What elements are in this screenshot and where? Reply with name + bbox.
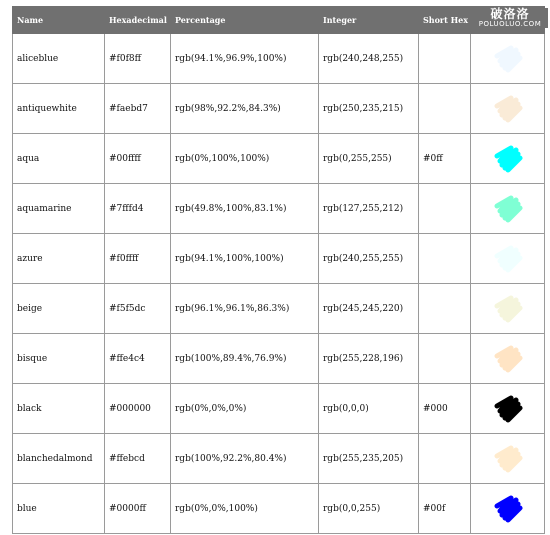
cell-swatch — [471, 134, 545, 184]
header-percentage: Percentage — [171, 7, 319, 34]
cell-swatch — [471, 384, 545, 434]
color-swatch — [489, 391, 527, 427]
cell-integer: rgb(255,228,196) — [319, 334, 419, 384]
color-table-container — [12, 6, 544, 534]
color-swatch — [489, 291, 527, 327]
cell-integer: rgb(245,245,220) — [319, 284, 419, 334]
cell-integer: rgb(0,0,0) — [319, 384, 419, 434]
color-table — [12, 6, 545, 534]
cell-integer: rgb(127,255,212) — [319, 184, 419, 234]
cell-integer: rgb(255,235,205) — [319, 434, 419, 484]
color-swatch — [489, 241, 527, 277]
cell-integer: rgb(0,255,255) — [319, 134, 419, 184]
cell-short-hex: #000 — [419, 384, 471, 434]
cell-name: antiquewhite — [13, 84, 105, 134]
color-swatch-scribble — [497, 148, 520, 170]
color-swatch-scribble — [497, 348, 520, 370]
cell-name: blanchedalmond — [13, 434, 105, 484]
cell-name: aqua — [13, 134, 105, 184]
cell-name: azure — [13, 234, 105, 284]
cell-hexadecimal: #f0ffff — [105, 234, 171, 284]
header-row — [13, 7, 545, 34]
cell-hexadecimal: #0000ff — [105, 484, 171, 534]
color-swatch-scribble — [497, 98, 520, 120]
table-row — [13, 134, 545, 184]
cell-short-hex: #0ff — [419, 134, 471, 184]
cell-short-hex — [419, 334, 471, 384]
cell-name: beige — [13, 284, 105, 334]
color-swatch — [489, 141, 527, 177]
cell-name: aliceblue — [13, 34, 105, 84]
cell-hexadecimal: #000000 — [105, 384, 171, 434]
table-row — [13, 384, 545, 434]
table-row — [13, 484, 545, 534]
color-swatch-scribble — [497, 498, 520, 520]
cell-hexadecimal: #ffe4c4 — [105, 334, 171, 384]
cell-short-hex — [419, 184, 471, 234]
color-swatch — [489, 41, 527, 77]
cell-short-hex — [419, 84, 471, 134]
cell-integer: rgb(240,248,255) — [319, 34, 419, 84]
cell-short-hex — [419, 34, 471, 84]
cell-name: black — [13, 384, 105, 434]
cell-percentage: rgb(49.8%,100%,83.1%) — [171, 184, 319, 234]
color-swatch-scribble — [497, 298, 520, 320]
cell-hexadecimal: #faebd7 — [105, 84, 171, 134]
color-swatch-scribble — [497, 198, 520, 220]
color-swatch-scribble — [497, 248, 520, 270]
watermark-logo — [472, 8, 548, 28]
cell-integer: rgb(240,255,255) — [319, 234, 419, 284]
cell-short-hex — [419, 434, 471, 484]
watermark-line-2: POLUOLUO.COM — [478, 20, 542, 28]
cell-name: blue — [13, 484, 105, 534]
table-row — [13, 334, 545, 384]
table-row — [13, 184, 545, 234]
header-name: Name — [13, 7, 105, 34]
cell-hexadecimal: #f0f8ff — [105, 34, 171, 84]
cell-percentage: rgb(0%,0%,100%) — [171, 484, 319, 534]
cell-hexadecimal: #ffebcd — [105, 434, 171, 484]
cell-swatch — [471, 184, 545, 234]
color-swatch — [489, 91, 527, 127]
cell-percentage: rgb(0%,100%,100%) — [171, 134, 319, 184]
cell-swatch — [471, 434, 545, 484]
cell-name: aquamarine — [13, 184, 105, 234]
cell-short-hex: #00f — [419, 484, 471, 534]
cell-percentage: rgb(96.1%,96.1%,86.3%) — [171, 284, 319, 334]
color-swatch — [489, 491, 527, 527]
table-row — [13, 34, 545, 84]
cell-integer: rgb(0,0,255) — [319, 484, 419, 534]
color-swatch-scribble — [497, 448, 520, 470]
color-swatch — [489, 441, 527, 477]
cell-swatch — [471, 34, 545, 84]
color-swatch — [489, 191, 527, 227]
cell-short-hex — [419, 234, 471, 284]
cell-name: bisque — [13, 334, 105, 384]
cell-hexadecimal: #f5f5dc — [105, 284, 171, 334]
table-row — [13, 284, 545, 334]
cell-percentage: rgb(100%,89.4%,76.9%) — [171, 334, 319, 384]
cell-swatch — [471, 234, 545, 284]
color-swatch-scribble — [497, 398, 520, 420]
color-swatch — [489, 341, 527, 377]
header-integer: Integer — [319, 7, 419, 34]
color-swatch-scribble — [497, 48, 520, 70]
table-row — [13, 84, 545, 134]
header-short-hex: Short Hex — [419, 7, 471, 34]
cell-integer: rgb(250,235,215) — [319, 84, 419, 134]
cell-hexadecimal: #00ffff — [105, 134, 171, 184]
cell-percentage: rgb(98%,92.2%,84.3%) — [171, 84, 319, 134]
cell-percentage: rgb(100%,92.2%,80.4%) — [171, 434, 319, 484]
watermark-line-1: 破洛洛 — [490, 7, 530, 21]
cell-hexadecimal: #7fffd4 — [105, 184, 171, 234]
cell-percentage: rgb(0%,0%,0%) — [171, 384, 319, 434]
cell-short-hex — [419, 284, 471, 334]
table-row — [13, 434, 545, 484]
cell-swatch — [471, 334, 545, 384]
table-row — [13, 234, 545, 284]
cell-swatch — [471, 484, 545, 534]
cell-swatch — [471, 84, 545, 134]
header-hexadecimal: Hexadecimal — [105, 7, 171, 34]
table-body — [13, 34, 545, 534]
cell-percentage: rgb(94.1%,100%,100%) — [171, 234, 319, 284]
cell-swatch — [471, 284, 545, 334]
cell-percentage: rgb(94.1%,96.9%,100%) — [171, 34, 319, 84]
